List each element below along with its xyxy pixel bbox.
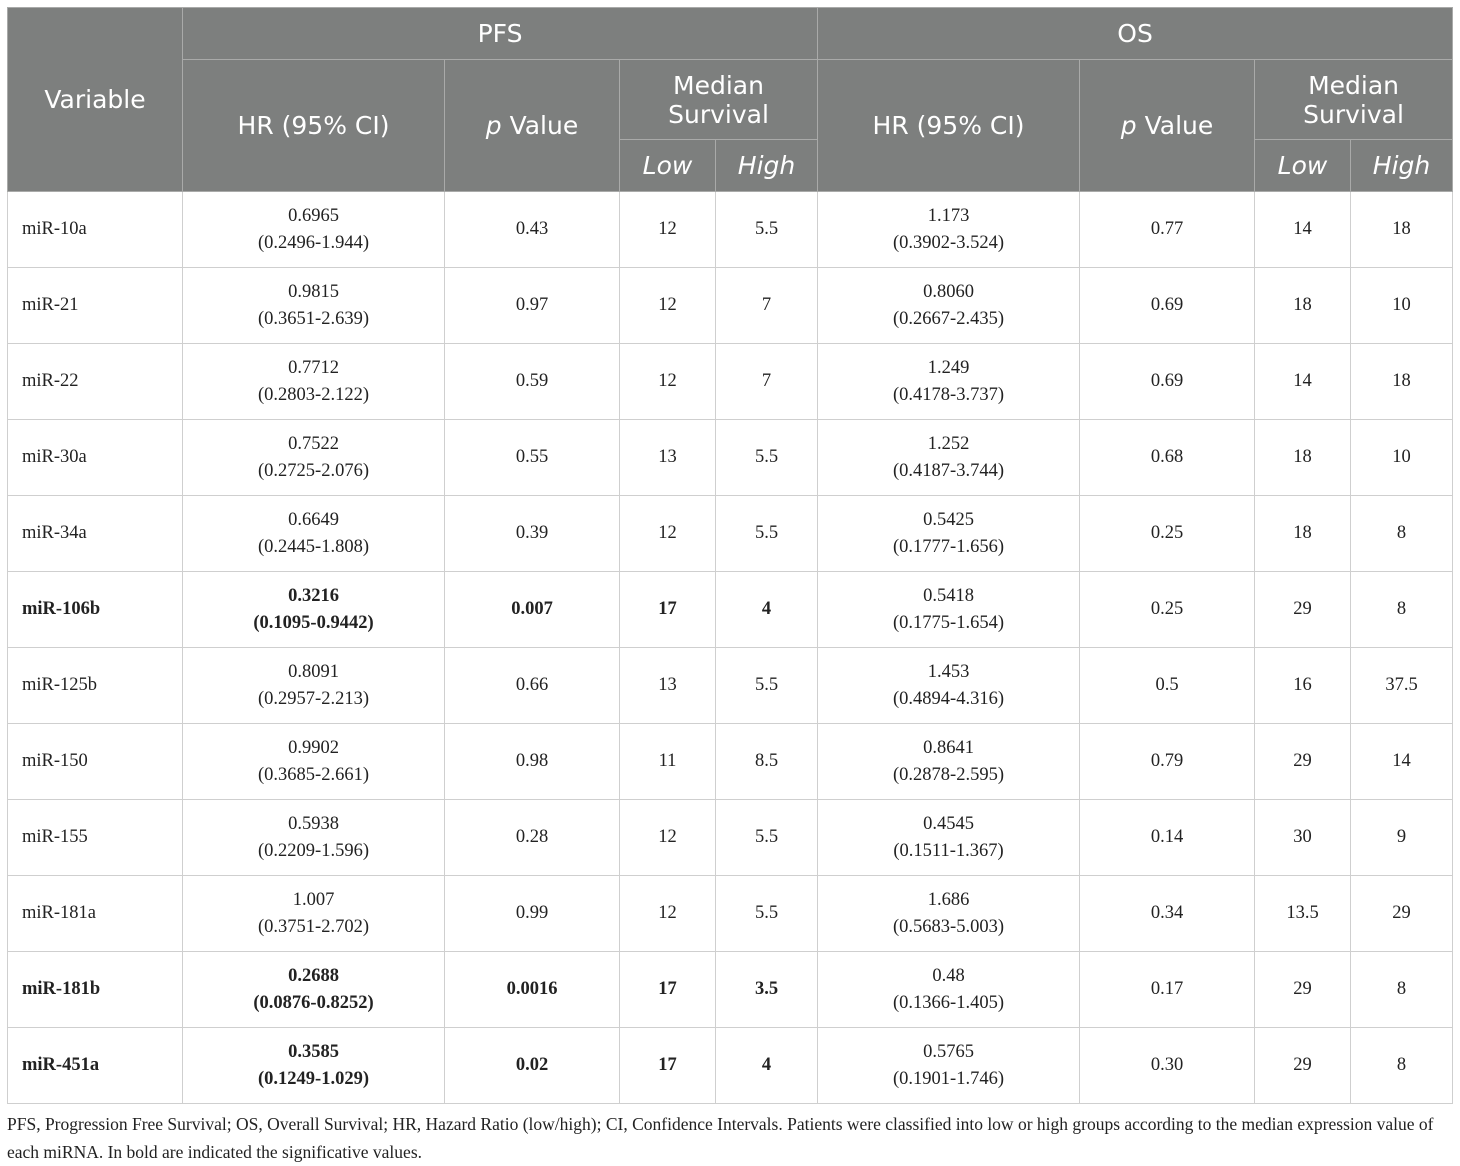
os-hr-cell xyxy=(818,1028,1080,1104)
header-p-rest: Value xyxy=(501,111,579,140)
os-hr-value: 1.252 xyxy=(927,433,970,454)
table-row xyxy=(8,800,1453,876)
os-hr-value: 0.48 xyxy=(932,965,965,986)
pfs-ci-value: (0.2445-1.808) xyxy=(258,536,369,557)
os-hr-value: 1.249 xyxy=(927,357,970,378)
table-row xyxy=(8,192,1453,268)
os-high-cell: 8 xyxy=(1351,1028,1453,1104)
pfs-hr-value: 0.5938 xyxy=(288,813,339,834)
table-row xyxy=(8,648,1453,724)
os-high-cell: 18 xyxy=(1351,344,1453,420)
table-row xyxy=(8,1028,1453,1104)
header-pfs: PFS xyxy=(183,8,818,60)
variable-cell: miR-125b xyxy=(8,648,183,724)
pfs-hr-cell xyxy=(183,876,445,952)
os-ci-value: (0.1775-1.654) xyxy=(893,612,1004,633)
variable-cell: miR-181a xyxy=(8,876,183,952)
pfs-high-cell: 7 xyxy=(716,344,818,420)
table-row xyxy=(8,420,1453,496)
os-hr-cell xyxy=(818,876,1080,952)
survival-table xyxy=(7,7,1453,1104)
pfs-high-cell: 5.5 xyxy=(716,192,818,268)
os-low-cell: 29 xyxy=(1255,724,1351,800)
pfs-hr-value: 0.6649 xyxy=(288,509,339,530)
pfs-p-cell: 0.0016 xyxy=(445,952,620,1028)
pfs-p-cell: 0.98 xyxy=(445,724,620,800)
pfs-high-cell: 7 xyxy=(716,268,818,344)
pfs-hr-cell xyxy=(183,724,445,800)
pfs-high-cell: 5.5 xyxy=(716,800,818,876)
table-row xyxy=(8,496,1453,572)
os-hr-value: 0.8641 xyxy=(923,737,974,758)
variable-cell: miR-155 xyxy=(8,800,183,876)
header-os-p-value xyxy=(1080,60,1255,192)
pfs-p-cell: 0.007 xyxy=(445,572,620,648)
os-low-cell: 16 xyxy=(1255,648,1351,724)
table-row xyxy=(8,344,1453,420)
os-low-cell: 29 xyxy=(1255,952,1351,1028)
os-hr-value: 0.4545 xyxy=(923,813,974,834)
pfs-low-cell: 12 xyxy=(620,192,716,268)
variable-cell: miR-22 xyxy=(8,344,183,420)
os-high-cell: 9 xyxy=(1351,800,1453,876)
os-hr-cell xyxy=(818,192,1080,268)
pfs-hr-cell xyxy=(183,192,445,268)
os-hr-value: 1.686 xyxy=(927,889,970,910)
os-high-cell: 10 xyxy=(1351,268,1453,344)
os-ci-value: (0.4178-3.737) xyxy=(893,384,1004,405)
pfs-hr-cell xyxy=(183,952,445,1028)
os-low-cell: 29 xyxy=(1255,572,1351,648)
os-hr-cell xyxy=(818,648,1080,724)
table-row xyxy=(8,876,1453,952)
variable-cell: miR-30a xyxy=(8,420,183,496)
pfs-low-cell: 17 xyxy=(620,1028,716,1104)
pfs-low-cell: 13 xyxy=(620,420,716,496)
pfs-high-cell: 5.5 xyxy=(716,876,818,952)
pfs-p-cell: 0.99 xyxy=(445,876,620,952)
os-low-cell: 29 xyxy=(1255,1028,1351,1104)
pfs-hr-cell xyxy=(183,572,445,648)
pfs-high-cell: 4 xyxy=(716,1028,818,1104)
pfs-ci-value: (0.3751-2.702) xyxy=(258,916,369,937)
os-high-cell: 18 xyxy=(1351,192,1453,268)
pfs-low-cell: 13 xyxy=(620,648,716,724)
os-p-cell: 0.5 xyxy=(1080,648,1255,724)
os-hr-cell xyxy=(818,344,1080,420)
os-hr-cell xyxy=(818,420,1080,496)
pfs-hr-cell xyxy=(183,496,445,572)
pfs-low-cell: 12 xyxy=(620,876,716,952)
os-high-cell: 14 xyxy=(1351,724,1453,800)
variable-cell: miR-34a xyxy=(8,496,183,572)
table-row xyxy=(8,572,1453,648)
header-os-hr: HR (95% CI) xyxy=(818,60,1080,192)
pfs-high-cell: 5.5 xyxy=(716,496,818,572)
pfs-ci-value: (0.2803-2.122) xyxy=(258,384,369,405)
header-p-italic: p xyxy=(1120,111,1137,140)
pfs-hr-cell xyxy=(183,800,445,876)
header-os-median: Median Survival xyxy=(1255,60,1453,140)
pfs-p-cell: 0.02 xyxy=(445,1028,620,1104)
pfs-low-cell: 17 xyxy=(620,952,716,1028)
pfs-p-cell: 0.55 xyxy=(445,420,620,496)
os-p-cell: 0.68 xyxy=(1080,420,1255,496)
pfs-low-cell: 12 xyxy=(620,344,716,420)
os-p-cell: 0.25 xyxy=(1080,572,1255,648)
pfs-hr-value: 0.7712 xyxy=(288,357,339,378)
variable-cell: miR-451a xyxy=(8,1028,183,1104)
os-low-cell: 18 xyxy=(1255,496,1351,572)
os-hr-cell xyxy=(818,952,1080,1028)
os-ci-value: (0.3902-3.524) xyxy=(893,232,1004,253)
table-footnote: PFS, Progression Free Survival; OS, Overall Survival; HR, Hazard Ratio (low/high); CI, Confidence Intervals. Patients were classified into low or high groups according to the median expression value of each miRNA. In bold are indicated the significative values. xyxy=(7,1114,1434,1162)
pfs-p-cell: 0.97 xyxy=(445,268,620,344)
pfs-hr-cell xyxy=(183,1028,445,1104)
os-p-cell: 0.69 xyxy=(1080,268,1255,344)
pfs-hr-value: 0.8091 xyxy=(288,661,339,682)
os-hr-cell xyxy=(818,268,1080,344)
header-os-high: High xyxy=(1351,140,1453,192)
pfs-hr-cell xyxy=(183,420,445,496)
pfs-ci-value: (0.2209-1.596) xyxy=(258,840,369,861)
os-low-cell: 18 xyxy=(1255,420,1351,496)
header-p-rest: Value xyxy=(1136,111,1214,140)
pfs-ci-value: (0.3651-2.639) xyxy=(258,308,369,329)
os-ci-value: (0.1777-1.656) xyxy=(893,536,1004,557)
os-ci-value: (0.4187-3.744) xyxy=(893,460,1004,481)
pfs-hr-value: 0.9902 xyxy=(288,737,339,758)
pfs-ci-value: (0.1095-0.9442) xyxy=(253,612,374,633)
os-hr-cell xyxy=(818,724,1080,800)
table-row xyxy=(8,268,1453,344)
os-ci-value: (0.4894-4.316) xyxy=(893,688,1004,709)
os-hr-value: 1.453 xyxy=(927,661,970,682)
os-hr-cell xyxy=(818,572,1080,648)
os-p-cell: 0.25 xyxy=(1080,496,1255,572)
pfs-ci-value: (0.0876-0.8252) xyxy=(253,992,374,1013)
header-pfs-median: Median Survival xyxy=(620,60,818,140)
os-ci-value: (0.1511-1.367) xyxy=(893,840,1004,861)
os-p-cell: 0.79 xyxy=(1080,724,1255,800)
pfs-ci-value: (0.1249-1.029) xyxy=(258,1068,369,1089)
pfs-hr-cell xyxy=(183,268,445,344)
pfs-hr-value: 0.7522 xyxy=(288,433,339,454)
os-hr-value: 0.8060 xyxy=(923,281,974,302)
pfs-low-cell: 12 xyxy=(620,496,716,572)
os-low-cell: 13.5 xyxy=(1255,876,1351,952)
table-header xyxy=(8,8,1453,192)
variable-cell: miR-21 xyxy=(8,268,183,344)
os-ci-value: (0.1901-1.746) xyxy=(893,1068,1004,1089)
os-high-cell: 37.5 xyxy=(1351,648,1453,724)
table-row xyxy=(8,724,1453,800)
pfs-hr-value: 0.2688 xyxy=(288,965,339,986)
pfs-high-cell: 5.5 xyxy=(716,420,818,496)
os-ci-value: (0.5683-5.003) xyxy=(893,916,1004,937)
variable-cell: miR-150 xyxy=(8,724,183,800)
os-hr-value: 1.173 xyxy=(927,205,970,226)
pfs-ci-value: (0.2496-1.944) xyxy=(258,232,369,253)
pfs-hr-value: 0.6965 xyxy=(288,205,339,226)
os-low-cell: 14 xyxy=(1255,344,1351,420)
os-ci-value: (0.2667-2.435) xyxy=(893,308,1004,329)
header-variable: Variable xyxy=(8,8,183,192)
os-low-cell: 30 xyxy=(1255,800,1351,876)
os-high-cell: 8 xyxy=(1351,572,1453,648)
pfs-p-cell: 0.59 xyxy=(445,344,620,420)
pfs-ci-value: (0.2957-2.213) xyxy=(258,688,369,709)
os-ci-value: (0.1366-1.405) xyxy=(893,992,1004,1013)
os-p-cell: 0.14 xyxy=(1080,800,1255,876)
os-high-cell: 8 xyxy=(1351,496,1453,572)
pfs-p-cell: 0.39 xyxy=(445,496,620,572)
pfs-hr-cell xyxy=(183,344,445,420)
table-body xyxy=(8,192,1453,1104)
header-pfs-p-value xyxy=(445,60,620,192)
pfs-high-cell: 8.5 xyxy=(716,724,818,800)
pfs-hr-value: 0.3216 xyxy=(288,585,339,606)
pfs-high-cell: 5.5 xyxy=(716,648,818,724)
pfs-high-cell: 3.5 xyxy=(716,952,818,1028)
header-os: OS xyxy=(818,8,1453,60)
os-hr-cell xyxy=(818,800,1080,876)
os-p-cell: 0.69 xyxy=(1080,344,1255,420)
pfs-hr-cell xyxy=(183,648,445,724)
pfs-ci-value: (0.2725-2.076) xyxy=(258,460,369,481)
os-hr-value: 0.5765 xyxy=(923,1041,974,1062)
pfs-p-cell: 0.66 xyxy=(445,648,620,724)
pfs-high-cell: 4 xyxy=(716,572,818,648)
pfs-low-cell: 12 xyxy=(620,800,716,876)
header-p-italic: p xyxy=(485,111,502,140)
pfs-p-cell: 0.28 xyxy=(445,800,620,876)
pfs-hr-value: 0.9815 xyxy=(288,281,339,302)
variable-cell: miR-181b xyxy=(8,952,183,1028)
os-hr-value: 0.5418 xyxy=(923,585,974,606)
variable-cell: miR-10a xyxy=(8,192,183,268)
header-pfs-low: Low xyxy=(620,140,716,192)
os-high-cell: 29 xyxy=(1351,876,1453,952)
os-hr-value: 0.5425 xyxy=(923,509,974,530)
os-hr-cell xyxy=(818,496,1080,572)
os-p-cell: 0.77 xyxy=(1080,192,1255,268)
variable-cell: miR-106b xyxy=(8,572,183,648)
header-pfs-high: High xyxy=(716,140,818,192)
pfs-hr-value: 1.007 xyxy=(292,889,335,910)
os-ci-value: (0.2878-2.595) xyxy=(893,764,1004,785)
table-row xyxy=(8,952,1453,1028)
pfs-hr-value: 0.3585 xyxy=(288,1041,339,1062)
pfs-p-cell: 0.43 xyxy=(445,192,620,268)
pfs-low-cell: 12 xyxy=(620,268,716,344)
os-p-cell: 0.17 xyxy=(1080,952,1255,1028)
os-low-cell: 14 xyxy=(1255,192,1351,268)
header-pfs-hr: HR (95% CI) xyxy=(183,60,445,192)
os-high-cell: 10 xyxy=(1351,420,1453,496)
pfs-low-cell: 11 xyxy=(620,724,716,800)
os-p-cell: 0.30 xyxy=(1080,1028,1255,1104)
os-p-cell: 0.34 xyxy=(1080,876,1255,952)
os-low-cell: 18 xyxy=(1255,268,1351,344)
os-high-cell: 8 xyxy=(1351,952,1453,1028)
pfs-ci-value: (0.3685-2.661) xyxy=(258,764,369,785)
pfs-low-cell: 17 xyxy=(620,572,716,648)
header-os-low: Low xyxy=(1255,140,1351,192)
